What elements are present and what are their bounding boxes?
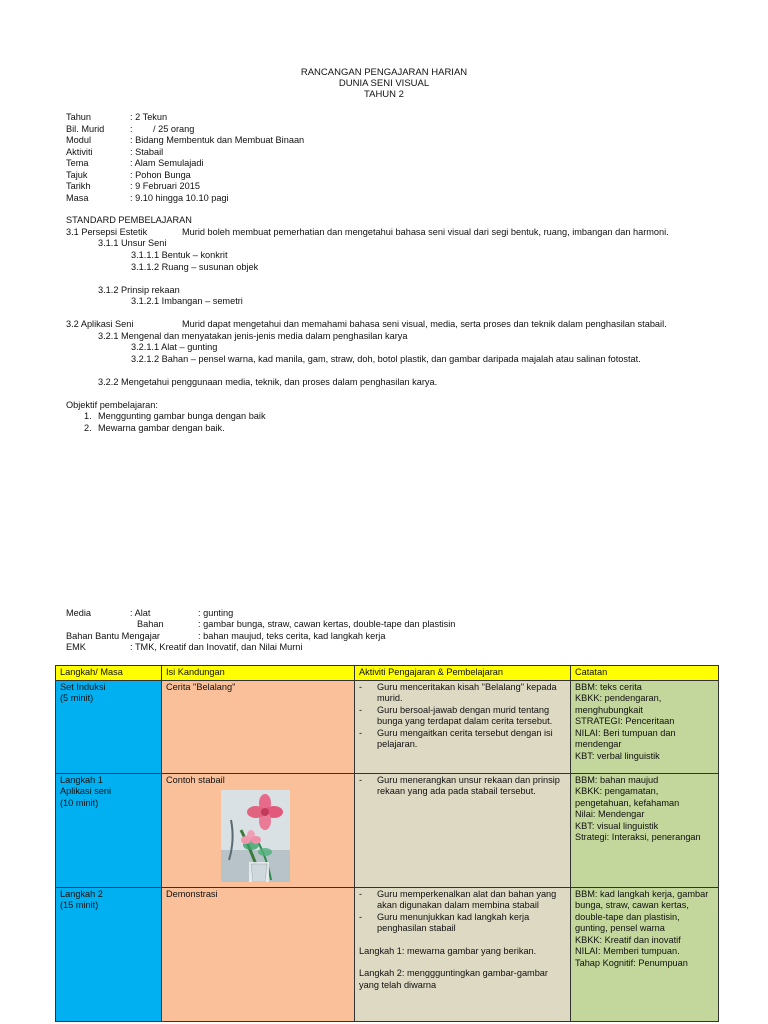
note-line: NILAI: Beri tumpuan dan mendengar: [575, 727, 676, 749]
standard-3-2-1-2: 3.2.1.2 Bahan – pensel warna, kad manila, gam, straw, doh, botol plastik, dan gambar daripada majalah atau salinan fotostat.: [131, 354, 641, 364]
info-value: : 9.10 hingga 10.10 pagi: [130, 193, 229, 203]
activities-cell: [355, 887, 571, 1021]
bbm-value: : bahan maujud, teks cerita, kad langkah kerja: [198, 631, 386, 641]
info-label: Tema: [66, 158, 89, 168]
list-item: - Guru bersoal-jawab dengan murid tentang bunga yang terdapat dalam cerita tersebut.: [359, 705, 566, 728]
standard-3-1-1-1: 3.1.1.1 Bentuk – konkrit: [131, 250, 228, 260]
activities-cell: [355, 680, 571, 773]
info-label: Tarikh: [66, 181, 91, 191]
header-step: Langkah/ Masa: [56, 666, 162, 681]
objective-item: Menggunting gambar bunga dengan baik: [98, 411, 266, 421]
standard-3-1-2: 3.1.2 Prinsip rekaan: [98, 285, 180, 295]
list-item: - Guru mengaitkan cerita tersebut dengan isi pelajaran.: [359, 728, 566, 751]
table-header-row: [56, 666, 719, 681]
bahan-label: Bahan: [137, 619, 164, 629]
info-label: Masa: [66, 193, 89, 203]
standard-3-2-label: 3.2 Aplikasi Seni: [66, 319, 134, 329]
info-value: : 2 Tekun: [130, 112, 168, 122]
note-line: BBM: kad langkah kerja, gambar bunga, straw, cawan kertas, double-tape dan plastisin, gunting, pensel warna: [575, 888, 709, 933]
info-value: : Alam Semulajadi: [130, 158, 204, 168]
step-name: Langkah 1: [60, 774, 103, 785]
header-content: Isi Kandungan: [162, 666, 355, 681]
activity-list: [359, 682, 566, 751]
list-item: - Guru memperkenalkan alat dan bahan yang akan digunakan dalam membina stabail: [359, 889, 566, 912]
standard-3-2-2: 3.2.2 Mengetahui penggunaan media, teknik, dan proses dalam penghasilan karya.: [98, 377, 438, 387]
step-time: (5 minit): [60, 693, 94, 703]
media-label: Media: [66, 608, 92, 618]
note-line: BBM: teks cerita: [575, 681, 642, 692]
notes-cell: [571, 887, 719, 1021]
note-line: NILAI: Memberi tumpuan.: [575, 946, 680, 956]
step-time: (10 minit): [60, 797, 99, 808]
list-item: - Guru menceritakan kisah "Belalang" kepada murid.: [359, 682, 566, 705]
note-line: STRATEGI: Penceritaan: [575, 716, 675, 726]
standard-3-2-text: Murid dapat mengetahui dan memahami bahasa seni visual, media, serta proses dan teknik dalam penghasilan stabail.: [182, 319, 667, 329]
info-value: : 9 Februari 2015: [130, 181, 200, 191]
standard-3-1-2-1: 3.1.2.1 Imbangan – semetri: [131, 296, 243, 306]
step-subtitle: Aplikasi seni: [60, 786, 112, 796]
objective-item: Mewarna gambar dengan baik.: [98, 423, 225, 433]
standard-3-1-text: Murid boleh membuat pemerhatian dan mengetahui bahasa seni visual dari segi bentuk, ruang, imbangan dan harmoni.: [182, 227, 669, 237]
doc-year: TAHUN 2: [364, 89, 404, 100]
lesson-steps-table: [55, 665, 719, 1022]
content-text: Cerita "Belalang": [166, 681, 236, 692]
note-line: BBM: bahan maujud: [575, 774, 659, 785]
alat-label: : Alat: [130, 608, 151, 618]
info-label: Tahun: [66, 112, 92, 122]
standard-3-1-1-2: 3.1.1.2 Ruang – susunan objek: [131, 262, 259, 272]
doc-subtitle: DUNIA SENI VISUAL: [338, 78, 430, 89]
standards-heading: STANDARD PEMBELAJARAN: [66, 215, 192, 225]
bbm-label: Bahan Bantu Mengajar: [66, 631, 160, 641]
step-time: (15 minit): [60, 900, 99, 910]
content-cell: [162, 680, 355, 773]
note-line: KBT: verbal linguistik: [575, 750, 660, 761]
activity-step-1: Langkah 1: mewarna gambar yang berikan.: [359, 945, 537, 956]
note-line: KBKK: Kreatif dan inovatif: [575, 934, 681, 945]
note-line: KBKK: pengamatan, pengetahuan, kefahaman: [575, 786, 680, 808]
info-label: Aktiviti: [66, 147, 93, 157]
step-name: Set Induksi: [60, 681, 106, 692]
note-line: KBKK: pendengaran, menghubungkait: [575, 693, 662, 715]
list-item: - Guru menerangkan unsur rekaan dan prinsip rekaan yang ada pada stabail tersebut.: [359, 775, 566, 798]
table-row: [56, 680, 719, 773]
info-value: : / 25 orang: [130, 124, 195, 134]
standard-3-2-1-1: 3.2.1.1 Alat – gunting: [131, 342, 218, 352]
objectives-heading: Objektif pembelajaran:: [66, 400, 158, 410]
content-text: Contoh stabail: [166, 774, 225, 785]
note-line: Tahap Kognitif: Penumpuan: [575, 957, 688, 968]
header-activities: Aktiviti Pengajaran & Pembelajaran: [355, 666, 571, 681]
activities-cell: [355, 773, 571, 887]
stabail-photo: [221, 790, 290, 882]
info-label: Bil. Murid: [66, 124, 105, 134]
note-line: Nilai: Mendengar: [575, 809, 645, 819]
note-line: Strategi: Interaksi, penerangan: [575, 832, 701, 842]
header-notes: Catatan: [571, 666, 719, 681]
objective-number: 2.: [84, 423, 92, 433]
content-cell: [162, 773, 355, 887]
note-line: KBT: visual linguistik: [575, 820, 659, 831]
step-cell: [56, 680, 162, 773]
info-value: : Stabail: [130, 147, 164, 157]
standard-3-1-1: 3.1.1 Unsur Seni: [98, 238, 167, 248]
emk-label: EMK: [66, 642, 86, 652]
activity-step-2: Langkah 2: menggguntingkan gambar-gambar yang telah diwarna: [359, 968, 548, 990]
step-cell: [56, 887, 162, 1021]
info-value: : Bidang Membentuk dan Membuat Binaan: [130, 135, 305, 145]
emk-value: : TMK, Kreatif dan Inovatif, dan Nilai Murni: [130, 642, 303, 652]
info-value: : Pohon Bunga: [130, 170, 191, 180]
info-label: Tajuk: [66, 170, 88, 180]
step-cell: [56, 773, 162, 887]
bahan-value: : gambar bunga, straw, cawan kertas, double-tape dan plastisin: [198, 619, 456, 629]
notes-cell: [571, 680, 719, 773]
standard-3-2-1: 3.2.1 Mengenal dan menyatakan jenis-jenis media dalam penghasilan karya: [98, 331, 408, 341]
objective-number: 1.: [84, 411, 92, 421]
table-row: [56, 773, 719, 887]
doc-title: RANCANGAN PENGAJARAN HARIAN: [300, 67, 468, 78]
activity-list: [359, 889, 566, 935]
list-item: - Guru menunjukkan kad langkah kerja penghasilan stabail: [359, 912, 566, 935]
content-cell: [162, 887, 355, 1021]
step-name: Langkah 2: [60, 888, 103, 899]
table-row: [56, 887, 719, 1021]
notes-cell: [571, 773, 719, 887]
flower-stabail-image: [221, 790, 290, 882]
info-label: Modul: [66, 135, 92, 145]
standard-3-1-label: 3.1 Persepsi Estetik: [66, 227, 148, 237]
content-text: Demonstrasi: [166, 888, 218, 899]
activity-list: [359, 775, 566, 798]
alat-value: : gunting: [198, 608, 234, 618]
